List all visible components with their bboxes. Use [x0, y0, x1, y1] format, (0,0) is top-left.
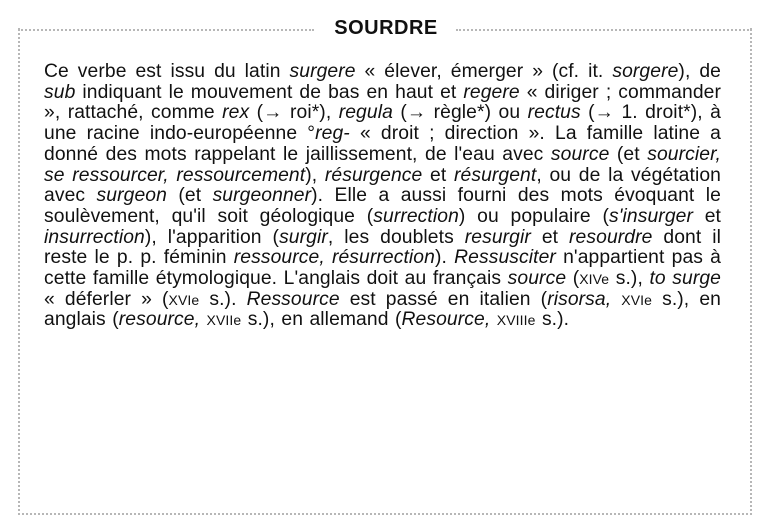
italic-term: resourdre	[569, 226, 653, 248]
text-run: ) ou populaire (	[458, 205, 609, 227]
italic-term: s'insurger	[609, 205, 693, 227]
text-run: et	[530, 226, 570, 248]
italic-term: sourcier, se ressourcer, ressourcement	[44, 143, 721, 186]
italic-term: regula	[338, 102, 393, 124]
century-numeral: XIVe	[579, 271, 610, 288]
text-run: ), l'apparition (	[144, 226, 280, 248]
text-run: (→ règle*) ou	[392, 102, 528, 124]
text-run: s.), en allemand (	[241, 309, 402, 331]
text-run: ).	[434, 247, 455, 269]
text-run	[611, 289, 621, 310]
text-run: (et	[166, 185, 213, 207]
italic-term: risorsa,	[547, 288, 612, 310]
text-run: (	[566, 268, 580, 290]
italic-term: surgir	[279, 226, 328, 248]
text-run: indiquant le mouvement de bas en haut et	[75, 81, 464, 103]
text-run: « diriger ; commander », rattaché, comme	[44, 81, 721, 124]
italic-term: sorgere	[612, 61, 679, 82]
century-numeral: XVIIe	[206, 312, 242, 329]
text-run: ). Elle a aussi fourni des mots évoquant le soulèvement, qu'il soit géologique (	[44, 185, 721, 227]
italic-term: sub	[44, 81, 76, 103]
text-run: (→ 1. droit*), à une racine indo-européenne °	[44, 102, 721, 145]
text-run: ),	[305, 164, 325, 186]
text-run: « déferler » (	[44, 288, 169, 310]
italic-term: surgeon	[96, 185, 167, 207]
text-run: , ou de la végétation avec	[44, 164, 721, 207]
text-run: dont il reste le p. p. féminin	[44, 226, 721, 269]
text-run: (→ roi*),	[249, 102, 339, 124]
century-numeral: XVIe	[621, 291, 653, 308]
entry-title: SOURDRE	[334, 17, 438, 39]
italic-term: rex	[222, 102, 250, 124]
italic-term: resurgir	[464, 226, 531, 248]
italic-term: source	[550, 143, 610, 165]
text-run: s.).	[199, 288, 247, 310]
italic-term: résurgence	[324, 164, 423, 186]
italic-term: source	[507, 268, 567, 290]
italic-term: rectus	[527, 102, 581, 124]
text-run: et	[422, 164, 454, 186]
century-numeral: XVIIIe	[496, 312, 536, 329]
italic-term: insurrection	[44, 226, 145, 248]
title-rule-right	[456, 29, 752, 31]
text-run: (et	[609, 143, 648, 165]
italic-term: surrection	[373, 205, 459, 227]
italic-term: Ressource	[246, 288, 340, 310]
italic-term: to surge	[649, 268, 721, 290]
century-numeral: XVIe	[168, 291, 200, 308]
text-run: s.),	[609, 268, 650, 290]
text-run: , les doublets	[327, 226, 465, 248]
text-run: s.).	[535, 309, 570, 331]
italic-term: surgeonner	[212, 185, 312, 207]
text-run: ), de	[678, 61, 721, 82]
italic-term: surgere	[289, 61, 356, 82]
entry-body	[44, 62, 721, 331]
italic-term: regere	[463, 81, 520, 103]
italic-term: Resource,	[401, 309, 491, 331]
italic-term: résurgent	[453, 164, 537, 186]
italic-term: resource,	[118, 309, 201, 331]
text-run: n'appartient pas à cette famille étymologique. L'anglais doit au français	[44, 247, 721, 290]
italic-term: reg-	[315, 123, 350, 145]
italic-term: ressource, résurrection	[233, 247, 435, 269]
text-run: « élever, émerger » (cf. it.	[355, 61, 613, 82]
text-run: s.), en anglais (	[44, 288, 721, 331]
text-run: est passé en italien (	[339, 288, 548, 310]
text-run: Ce verbe est issu du latin	[44, 61, 290, 82]
text-run: « droit ; direction ». La famille latine a donné des mots rappelant le jaillissement, de l'eau avec	[44, 123, 721, 165]
text-run: et	[692, 205, 721, 227]
title-rule-left	[18, 29, 314, 31]
italic-term: Ressusciter	[454, 247, 556, 269]
